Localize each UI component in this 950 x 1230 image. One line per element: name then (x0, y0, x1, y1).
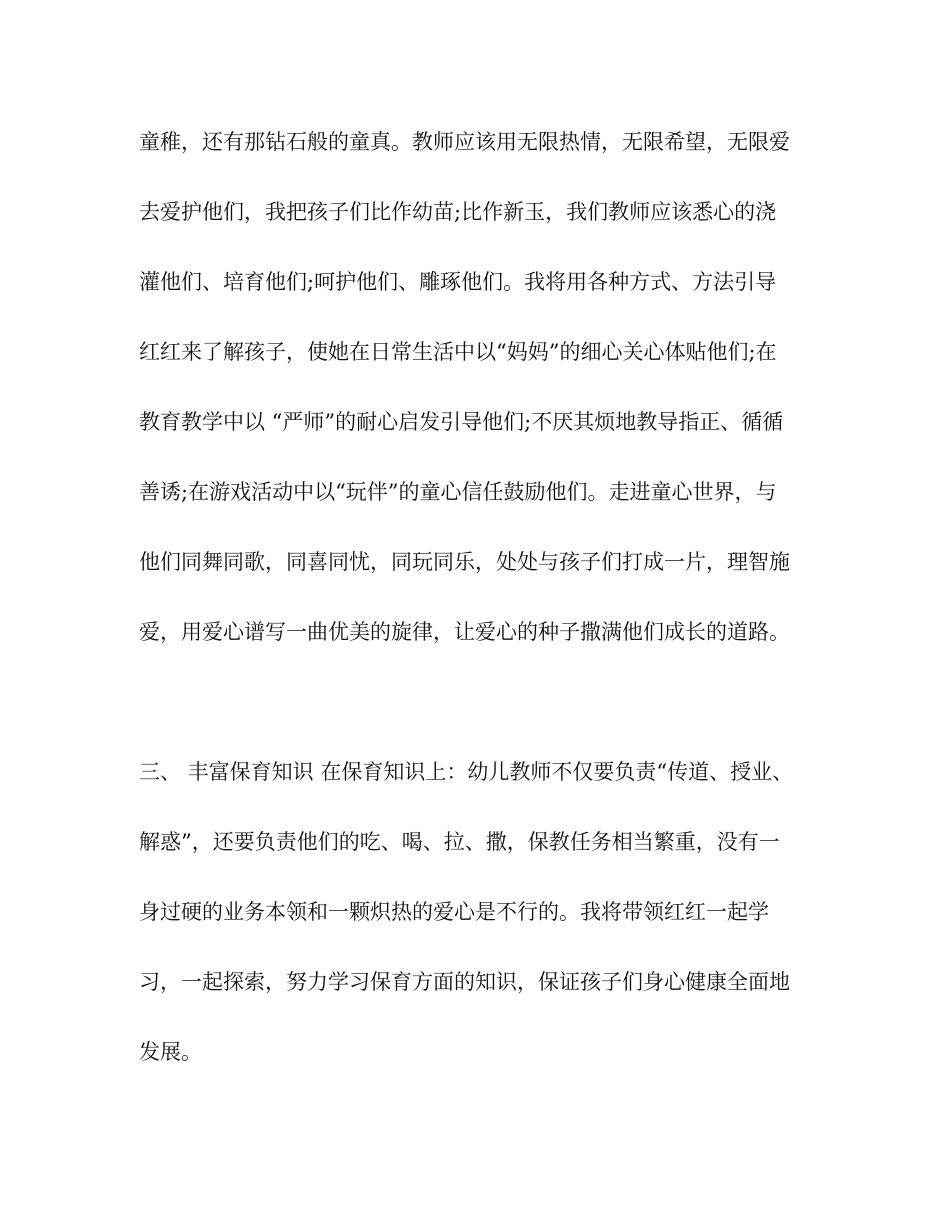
text-line: 习，一起探索，努力学习保育方面的知识，保证孩子们身心健康全面地 (139, 970, 790, 994)
text-line: 教育教学中以 “严师”的耐心启发引导他们;不厌其烦地教导指正、循循 (139, 410, 784, 434)
text-line: 灌他们、培育他们;呵护他们、雕琢他们。我将用各种方式、方法引导 (139, 270, 777, 294)
text-line: 发展。 (139, 1040, 202, 1064)
text-line: 身过硬的业务本领和一颗炽热的爱心是不行的。我将带领红红一起学 (139, 900, 769, 924)
text-line: 童稚，还有那钻石般的童真。教师应该用无限热情，无限希望，无限爱 (139, 130, 790, 154)
text-line: 爱，用爱心谱写一曲优美的旋律，让爱心的种子撒满他们成长的道路。 (139, 620, 790, 644)
text-line: 红红来了解孩子，使她在日常生活中以“妈妈”的细心关心体贴他们;在 (139, 340, 777, 364)
text-line: 去爱护他们，我把孩子们比作幼苗;比作新玉，我们教师应该悉心的浇 (139, 200, 777, 224)
section-heading-line: 三、 丰富保育知识 在保育知识上：幼儿教师不仅要负责“传道、授业、 (139, 760, 794, 784)
text-line: 善诱;在游戏活动中以“玩伴”的童心信任鼓励他们。走进童心世界，与 (139, 480, 777, 504)
text-line: 他们同舞同歌，同喜同忧，同玩同乐，处处与孩子们打成一片，理智施 (139, 550, 790, 574)
text-line: 解惑”，还要负责他们的吃、喝、拉、撒，保教任务相当繁重，没有一 (139, 830, 780, 854)
